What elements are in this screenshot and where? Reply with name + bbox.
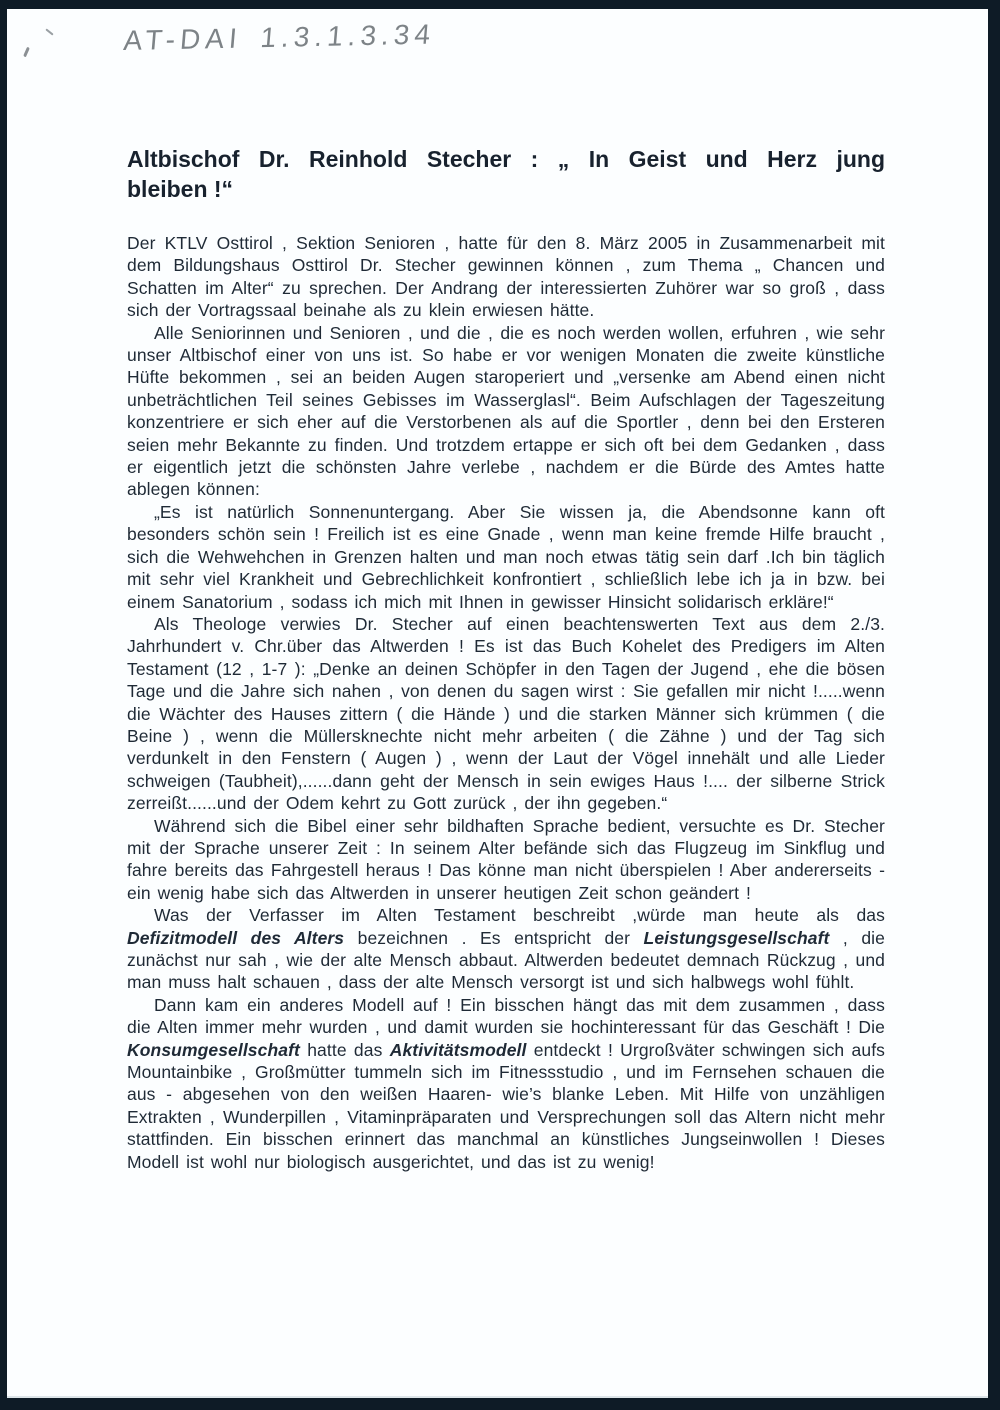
document-title-line1: Altbischof Dr. Reinhold Stecher : „ In Geist und Herz jung	[127, 146, 885, 173]
paragraph	[127, 501, 885, 613]
document-title-line2: bleiben !“	[127, 176, 234, 203]
pen-mark	[23, 47, 30, 57]
paragraph	[127, 322, 885, 501]
paragraph	[127, 815, 885, 905]
document-title	[127, 144, 885, 204]
emphasized-term: Konsumgesellschaft	[127, 1039, 300, 1060]
text-run: hatte das	[299, 1039, 390, 1060]
text-run: Was der Verfasser im Alten Testament beschreibt ,würde man heute als das	[154, 905, 885, 926]
paragraph	[127, 904, 885, 994]
text-run: Dann kam ein anderes Modell auf ! Ein bisschen hängt das mit dem zusammen , dass die Alten immer mehr wurden , und damit wurden sie hochinteressant für das Geschäft ! Die	[127, 994, 885, 1038]
paper-sheet	[7, 9, 988, 1398]
text-run: , die zunächst nur sah , wie der alte Mensch abbaut. Altwerden bedeutet demnach Rückzug , und man muss halt schauen , dass der alte Mensch versorgt ist und sich halbwegs wohl fühlt.	[127, 927, 885, 993]
text-run: entdeckt ! Urgroßväter schwingen sich aufs Mountainbike , Großmütter tummeln sich im Fitnessstudio , und im Fernsehen schauen die aus - abgesehen von den weißen Haaren- wie’s blanke Leben. Mit Hilfe von unzähligen Extrakten , Wunderpillen , Vitaminpräparaten und Versprechungen soll das Altern nicht mehr stattfinden. Ein bisschen erinnert das manchmal an künstliches Jungseinwollen ! Dieses Modell ist wohl nur biologisch ausgerichtet, und das ist zu wenig!	[127, 1039, 886, 1172]
paragraph	[127, 994, 885, 1173]
emphasized-term: Aktivitätsmodell	[389, 1039, 527, 1060]
text-run: Als Theologe verwies Dr. Stecher auf einen beachtenswerten Text aus dem 2./3. Jahrhundert v. Chr.über das Altwerden ! Es ist das Buch Kohelet des Predigers im Alten Testament (12 , 1-7 ): „Denke an deinen Schöpfer in den Tagen der Jugend , ehe die bösen Tage und die Jahre sich nahen , von denen du sagen wirst : Sie gefallen mir nicht !.....wenn die Wächter des Hauses zittern ( die Hände ) und die starken Männer sich krümmen ( die Beine ) , wenn die Müllersknechte nicht mehr arbeiten ( die Zähne ) und der Tag sich verdunkelt in den Fenstern ( Augen ) , wenn der Laut der Vögel innehält und alle Lieder schweigen (Taubheit),......dann geht der Mensch in sein ewiges Haus !.... der silberne Strick zerreißt......und der Odem kehrt zu Gott zurück , der ihn gegeben.“	[127, 613, 885, 814]
pen-mark	[45, 28, 53, 35]
handwritten-archive-number: AT-DAI 1.3.1.3.34	[122, 18, 437, 57]
scan-edge-notch	[625, 0, 647, 5]
emphasized-term: Defizitmodell des Alters	[127, 927, 345, 948]
text-run: „Es ist natürlich Sonnenuntergang. Aber Sie wissen ja, die Abendsonne kann oft besonders schön sein ! Freilich ist es eine Gnade , wenn man keine fremde Hilfe braucht , sich die Wehwehchen in Grenzen halten und man noch etwas tätig sein darf .Ich bin täglich mit sehr viel Krankheit und Gebrechlichkeit konfrontiert , schließlich lebe ich ja in bzw. bei einem Sanatorium , sodass ich mich mit Ihnen in gewisser Hinsicht solidarisch erkläre!“	[127, 501, 885, 612]
paragraph	[127, 613, 885, 815]
text-run: bezeichnen . Es entspricht der	[344, 927, 644, 948]
paragraph	[127, 232, 885, 322]
emphasized-term: Leistungsgesellschaft	[643, 927, 830, 948]
document-body	[127, 232, 885, 1173]
text-run: Der KTLV Osttirol , Sektion Senioren , hatte für den 8. März 2005 in Zusammenarbeit mit dem Bildungshaus Osttirol Dr. Stecher gewinnen können , zum Thema „ Chancen und Schatten im Alter“ zu sprechen. Der Andrang der interessierten Zuhörer war so groß , dass sich der Vortragssaal beinahe als zu klein erwiesen hätte.	[127, 233, 885, 321]
text-run: Alle Seniorinnen und Senioren , und die , die es noch werden wollen, erfuhren , wie sehr unser Altbischof einer von uns ist. So habe er vor wenigen Monaten die zweite künstliche Hüfte bekommen , sei an beiden Augen staroperiert und „versenke am Abend einen nicht unbeträchtlichen Teil seines Gebisses im Wasserglasl“. Beim Aufschlagen der Tageszeitung konzentriere er sich eher auf die Verstorbenen als auf die Sportler , denn bei den Ersteren seien mehr Bekannte zu finden. Und trotzdem ertappe er sich oft bei dem Gedanken , dass er eigentlich jetzt die schönsten Jahre verlebe , nachdem er die Bürde des Amtes hatte ablegen können:	[127, 322, 885, 500]
text-run: Während sich die Bibel einer sehr bildhaften Sprache bedient, versuchte es Dr. Stecher mit der Sprache unserer Zeit : In seinem Alter befände sich das Flugzeug im Sinkflug und fahre bereits das Fahrgestell heraus ! Das könne man nicht überspielen ! Aber andererseits - ein wenig habe sich das Altwerden in unserer heutigen Zeit schon geändert !	[127, 815, 885, 903]
